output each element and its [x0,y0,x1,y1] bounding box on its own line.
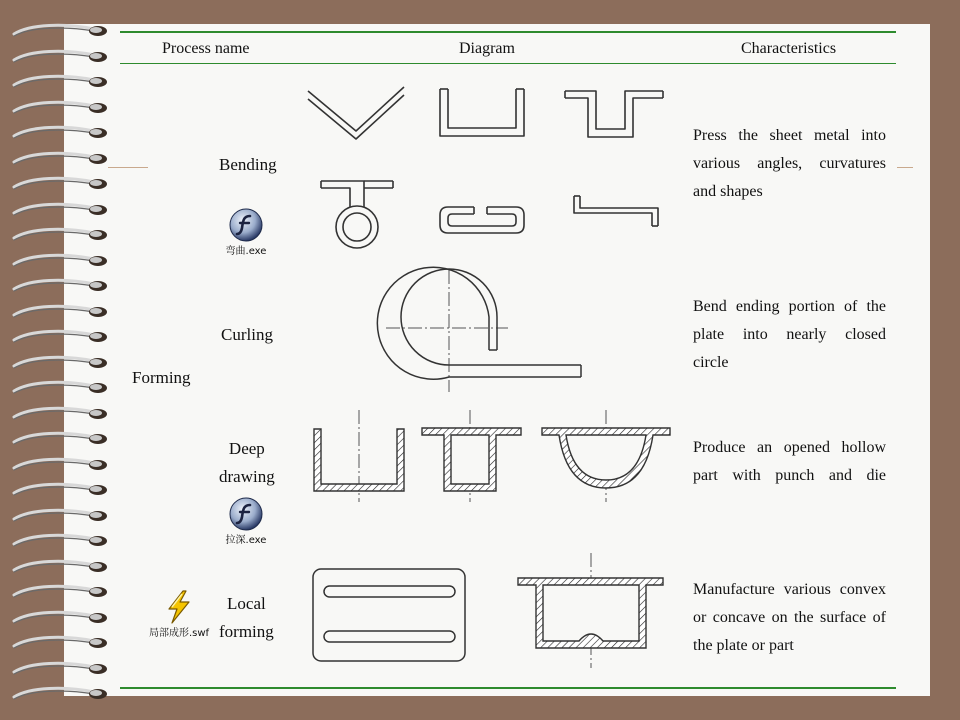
process-deep-drawing-line1: Deep [228,439,265,458]
curling-diagram [377,267,581,392]
characteristics-local-forming-line2: or concave on the surface of [693,609,886,626]
process-curling: Curling [221,325,273,344]
shortcut-local-forming-label: 局部成形.swf [148,628,210,639]
deep-drawing-cup-flat [314,410,404,502]
bending-z-shape [574,196,658,226]
process-bending: Bending [219,155,277,174]
characteristics-curling-line1: Bend ending portion of the [693,298,886,315]
header-process-name: Process name [162,40,250,57]
characteristics-deep-drawing-line1: Produce an opened hollow [693,439,886,456]
characteristics-local-forming-line3: the plate or part [693,637,794,654]
bending-v-shape [308,87,404,139]
characteristics-local-forming-line1: Manufacture various convex [693,581,886,598]
characteristics-bending-line1: Press the sheet metal into [693,127,886,144]
category-forming: Forming [132,368,191,387]
bending-u-channel [440,89,524,136]
characteristics-curling-line2: plate into nearly closed [693,326,886,343]
header-diagram: Diagram [459,40,515,57]
process-local-forming-line2: forming [219,622,274,641]
shortcut-bending-label: 弯曲.exe [225,246,267,257]
deep-drawing-cup-flanged [422,410,521,502]
local-forming-plate [313,569,465,661]
local-forming-cup [518,553,663,668]
bending-loop-shape [321,181,393,248]
process-deep-drawing-line2: drawing [219,467,275,486]
characteristics-deep-drawing-line2: part with punch and die [693,467,886,484]
bending-clip-shape [440,207,524,233]
process-local-forming-line1: Local [227,594,266,613]
bending-hat-channel [565,91,663,137]
deep-drawing-bowl [542,410,670,502]
shortcut-deep-drawing-label: 拉深.exe [225,535,267,546]
characteristics-curling-line3: circle [693,354,729,371]
header-characteristics: Characteristics [741,40,837,57]
characteristics-bending-line2: various angles, curvatures [693,155,886,172]
characteristics-bending-line3: and shapes [693,183,763,200]
